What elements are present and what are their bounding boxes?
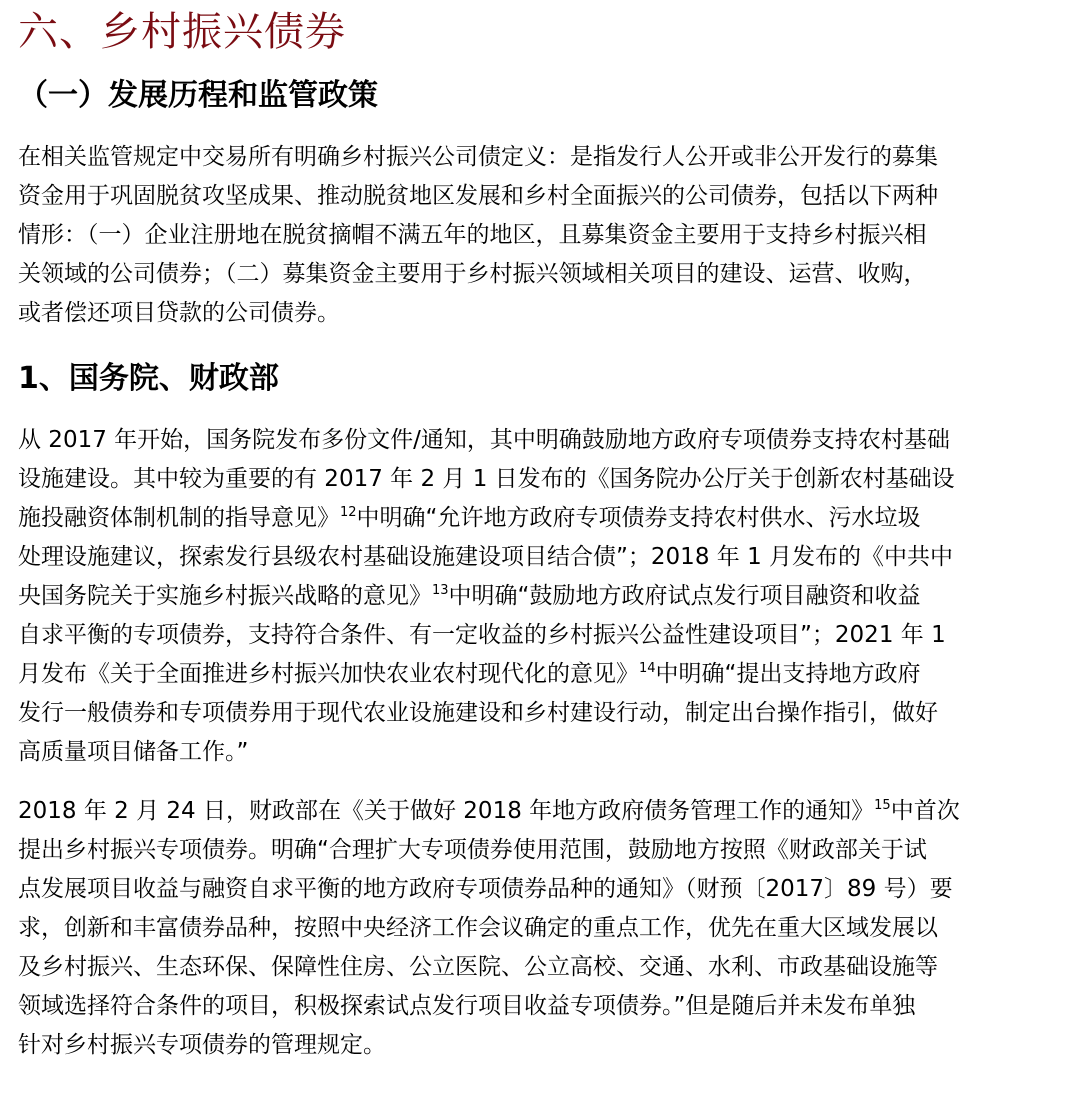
text-segment: 2018 年 2 月 24 日，财政部在《关于做好 2018 年地方政府债务管理工作的通知》 [18,798,875,824]
text-line [18,655,1062,694]
text-line [18,577,1062,616]
paragraph-state-council [18,421,1062,772]
text-line: 资金用于巩固脱贫攻坚成果、推动脱贫地区发展和乡村全面振兴的公司债券，包括以下两种 [18,183,938,209]
section-title: 六、乡村振兴债券 [18,9,346,55]
footnote-ref-13[interactable]: 13 [432,583,449,598]
text-line: 提出乡村振兴专项债券。明确“合理扩大专项债券使用范围，鼓励地方按照《财政部关于试 [18,837,927,863]
text-line: 针对乡村振兴专项债券的管理规定。 [18,1032,386,1058]
text-segment: 中明确“允许地方政府专项债券支持农村供水、污水垃圾 [356,505,921,531]
text-line: 设施建设。其中较为重要的有 2017 年 2 月 1 日发布的《国务院办公厅关于创新农村基础设 [18,466,955,492]
text-segment: 施投融资体制机制的指导意见》 [18,505,340,531]
subsection-title: （一）发展历程和监管政策 [18,78,378,113]
text-line: 从 2017 年开始，国务院发布多份文件/通知，其中明确鼓励地方政府专项债券支持农村基础 [18,427,950,453]
text-line: 在相关监管规定中交易所有明确乡村振兴公司债定义：是指发行人公开或非公开发行的募集 [18,144,938,170]
document-page [18,0,1062,1065]
text-line: 领域选择符合条件的项目，积极探索试点发行项目收益专项债券。”但是随后并未发布单独 [18,993,916,1019]
text-segment: 中首次 [890,798,960,824]
text-line: 发行一般债券和专项债券用于现代农业设施建设和乡村建设行动，制定出台操作指引，做好 [18,700,938,726]
text-line: 自求平衡的专项债券，支持符合条件、有一定收益的乡村振兴公益性建设项目”；2021 年 1 [18,622,946,648]
text-line [18,792,1062,831]
text-line: 高质量项目储备工作。” [18,739,249,765]
footnote-ref-15[interactable]: 15 [874,798,891,813]
intro-paragraph [18,138,1062,333]
text-line: 点发展项目收益与融资自求平衡的地方政府专项债券品种的通知》（财预〔2017〕89 号）要 [18,876,953,902]
text-line: 处理设施建议，探索发行县级农村基础设施建设项目结合债”；2018 年 1 月发布的《中共中 [18,544,954,570]
text-segment: 中明确“提出支持地方政府 [655,661,921,687]
text-line: 或者偿还项目贷款的公司债券。 [18,300,340,326]
text-line: 情形：（一）企业注册地在脱贫摘帽不满五年的地区，且募集资金主要用于支持乡村振兴相 [18,222,927,248]
paragraph-ministry-of-finance [18,792,1062,1065]
text-segment: 央国务院关于实施乡村振兴战略的意见》 [18,583,432,609]
text-segment: 月发布《关于全面推进乡村振兴加快农业农村现代化的意见》 [18,661,639,687]
heading-state-council-mof: 1、国务院、财政部 [18,361,279,396]
text-line: 关领域的公司债券；（二）募集资金主要用于乡村振兴领域相关项目的建设、运营、收购， [18,261,927,287]
text-segment: 中明确“鼓励地方政府试点发行项目融资和收益 [448,583,921,609]
footnote-ref-12[interactable]: 12 [340,505,357,520]
text-line [18,499,1062,538]
text-line: 求，创新和丰富债券品种，按照中央经济工作会议确定的重点工作，优先在重大区域发展以 [18,915,938,941]
text-line: 及乡村振兴、生态环保、保障性住房、公立医院、公立高校、交通、水利、市政基础设施等 [18,954,938,980]
footnote-ref-14[interactable]: 14 [639,661,656,676]
